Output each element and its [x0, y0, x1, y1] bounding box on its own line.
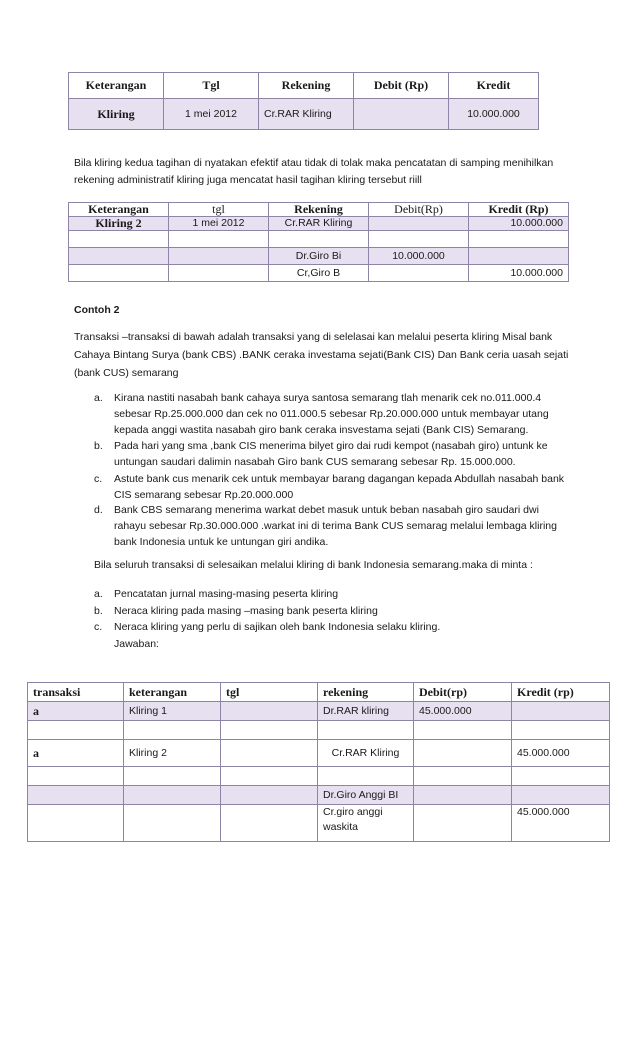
list-item-label: a. [94, 392, 103, 404]
table-cell: Cr.RAR Kliring [318, 740, 414, 767]
table-cell [469, 248, 569, 265]
table-cell [318, 767, 414, 786]
header-cell: rekening [318, 683, 414, 702]
table-cell [221, 740, 318, 767]
intro-line: (bank CUS) semarang [74, 367, 179, 379]
table-cell [221, 721, 318, 740]
table-cell [469, 231, 569, 248]
question-text: Neraca kliring pada masing –masing bank peserta kliring [114, 605, 378, 617]
table-row [28, 721, 610, 740]
list-item-line: bank Indonesia untuk ke untungan giri andika. [114, 536, 329, 548]
table-row [69, 248, 569, 265]
table-cell: Kliring 2 [124, 740, 221, 767]
table-cell [169, 265, 269, 282]
header-cell: Debit(rp) [414, 683, 512, 702]
table-cell [28, 786, 124, 805]
table-cell [28, 767, 124, 786]
table-cell: 10.000.000 [369, 248, 469, 265]
question-label: c. [94, 621, 103, 633]
table-cell [124, 721, 221, 740]
list-item-label: c. [94, 473, 103, 485]
note-line: rekening administratif kliring juga mencatat hasil tagihan kliring tersebut riill [74, 174, 422, 186]
table-row [69, 217, 569, 231]
table-cell [414, 805, 512, 842]
table-cell: Cr,Giro B [269, 265, 369, 282]
table-cell: Kliring 1 [124, 702, 221, 721]
table-row [28, 767, 610, 786]
table-cell [124, 767, 221, 786]
list-item-line: sebesar Rp.25.000.000 dan cek no 011.000.5 sebesar Rp.20.000.000 untuk membayar utang [114, 408, 549, 420]
intro-line: Cahaya Bintang Surya (bank CBS) .BANK ceraka investama sejati(Bank CIS) Dan Bank ceria uasah sejati [74, 349, 569, 361]
header-cell: Tgl [164, 73, 259, 99]
header-cell: Rekening [259, 73, 354, 99]
table-cell: Dr.Giro Anggi BI [318, 786, 414, 805]
table-cell [169, 248, 269, 265]
table-cell [414, 786, 512, 805]
table-cell: 1 mei 2012 [169, 217, 269, 231]
header-cell: tgl [221, 683, 318, 702]
table-row [69, 231, 569, 248]
header-cell: Rekening [269, 203, 369, 217]
instruction-text: Bila seluruh transaksi di selesaikan melalui kliring di bank Indonesia semarang.maka di minta : [94, 559, 533, 571]
header-cell: tgl [169, 203, 269, 217]
list-item-line: Pada hari yang sma ,bank CIS menerima bilyet giro dai rudi kempot (nasabah giro) untunk ke [114, 440, 548, 452]
table-cell [69, 231, 169, 248]
table-cell: a [28, 740, 124, 767]
table-cell: 10.000.000 [469, 217, 569, 231]
header-cell: Debit (Rp) [354, 73, 449, 99]
list-item-line: Bank CBS semarang menerima warkat debet masuk untuk beban nasabah giro saudari dwi [114, 504, 539, 516]
table-row [69, 265, 569, 282]
journal-table-1 [68, 72, 539, 130]
table-row [28, 702, 610, 721]
table-cell: Kliring 2 [69, 217, 169, 231]
table-cell [69, 248, 169, 265]
list-item-label: b. [94, 440, 103, 452]
table-cell [169, 231, 269, 248]
table-cell: a [28, 702, 124, 721]
table-cell: Cr.RAR Kliring [259, 99, 354, 130]
table-cell [221, 702, 318, 721]
table-header-row [69, 73, 539, 99]
table-row [28, 786, 610, 805]
answer-label: Jawaban: [114, 638, 159, 650]
table-cell: 45.000.000 [512, 740, 610, 767]
note-line: Bila kliring kedua tagihan di nyatakan efektif atau tidak di tolak maka pencatatan di samping menihilkan [74, 157, 554, 169]
table-cell [221, 767, 318, 786]
table-cell [414, 740, 512, 767]
section-title: Contoh 2 [74, 304, 120, 316]
table-row [28, 805, 610, 842]
table-cell [414, 767, 512, 786]
question-label: a. [94, 588, 103, 600]
table-cell [354, 99, 449, 130]
header-cell: keterangan [124, 683, 221, 702]
header-cell: Debit(Rp) [369, 203, 469, 217]
table-header-row [28, 683, 610, 702]
table-cell: 1 mei 2012 [164, 99, 259, 130]
table-cell: 45.000.000 [512, 805, 610, 842]
table-cell [318, 721, 414, 740]
list-item-line: Astute bank cus menarik cek untuk membayar barang dagangan kepada Abdullah nasabah bank [114, 473, 565, 485]
table-cell [28, 721, 124, 740]
answer-table [27, 682, 610, 842]
question-text: Pencatatan jurnal masing-masing peserta kliring [114, 588, 339, 600]
table-cell [369, 217, 469, 231]
table-cell: 10.000.000 [449, 99, 539, 130]
table-cell [369, 231, 469, 248]
table-cell [369, 265, 469, 282]
header-cell: Kredit (rp) [512, 683, 610, 702]
intro-paragraph [74, 328, 568, 382]
table-cell [28, 805, 124, 842]
question-text: Neraca kliring yang perlu di sajikan oleh bank Indonesia selaku kliring. [114, 621, 441, 633]
table-header-row [69, 203, 569, 217]
journal-table-2 [68, 202, 569, 282]
list-item-line: rahayu sebesar Rp.30.000.000 .warkat ini di terima Bank CUS semarag melalui lembaga kliring [114, 520, 557, 532]
table-cell: Kliring [69, 99, 164, 130]
table-cell [512, 721, 610, 740]
list-item-line: kepada anggi wastita nasabah giro bank ceraka insvestama sejati (Bank CIS) Semarang. [114, 424, 529, 436]
list-item-line: untungan saudari dalimin nasabah Giro bank CUS semarang sebesar Rp. 15.000.000. [114, 456, 516, 468]
table-cell [124, 805, 221, 842]
table-cell [512, 786, 610, 805]
list-item-label: d. [94, 504, 103, 516]
header-cell: Keterangan [69, 73, 164, 99]
table-cell [221, 805, 318, 842]
table-cell [512, 702, 610, 721]
header-cell: transaksi [28, 683, 124, 702]
table-cell: 45.000.000 [414, 702, 512, 721]
question-label: b. [94, 605, 103, 617]
table-row [28, 740, 610, 767]
header-cell: Kredit [449, 73, 539, 99]
table-cell [414, 721, 512, 740]
table-cell: Cr.giro anggi waskita [318, 805, 414, 842]
header-cell: Keterangan [69, 203, 169, 217]
table-cell: Dr.Giro Bi [269, 248, 369, 265]
table-cell: Cr.RAR Kliring [269, 217, 369, 231]
table-cell: 10.000.000 [469, 265, 569, 282]
table-row [69, 99, 539, 130]
list-item-line: Kirana nastiti nasabah bank cahaya surya santosa semarang tlah menarik cek no.011.000.4 [114, 392, 542, 404]
note-paragraph [74, 155, 553, 189]
table-cell [124, 786, 221, 805]
table-cell: Dr.RAR kliring [318, 702, 414, 721]
header-cell: Kredit (Rp) [469, 203, 569, 217]
table-cell [269, 231, 369, 248]
table-cell [512, 767, 610, 786]
list-item-line: CIS semarang sebesar Rp.20.000.000 [114, 489, 294, 501]
table-cell [221, 786, 318, 805]
intro-line: Transaksi –transaksi di bawah adalah transaksi yang di selelasai kan melalui peserta kliring Misal bank [74, 331, 553, 343]
table-cell [69, 265, 169, 282]
